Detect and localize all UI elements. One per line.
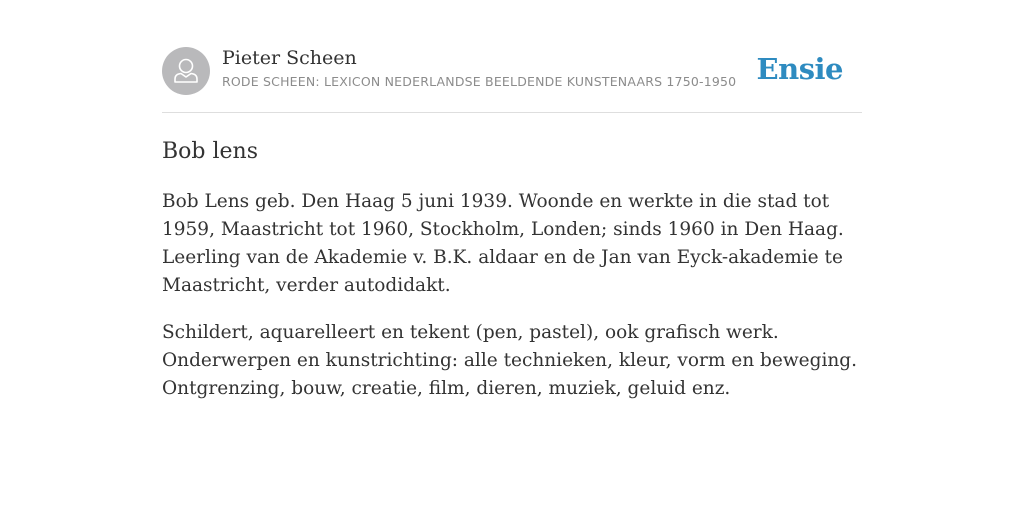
author-name[interactable]: Pieter Scheen [222,47,357,69]
author-avatar[interactable] [162,47,210,95]
article-paragraph: Schildert, aquarelleert en tekent (pen, pastel), ook grafisch werk. Onderwerpen en kunstrichting: alle technieken, kleur, vorm en beweging. Ontgrenzing, bouw, creatie, film, dieren, muziek, geluid enz. [162,322,857,399]
article-paragraph: Bob Lens geb. Den Haag 5 juni 1939. Woonde en werkte in die stad tot 1959, Maastricht tot 1960, Stockholm, Londen; sinds 1960 in Den Haag. Leerling van de Akademie v. B.K. aldaar en de Jan van Eyck-akademie te Maastricht, verder autodidakt. [162,191,844,296]
article [162,136,862,403]
user-icon [162,47,210,95]
source-title[interactable]: RODE SCHEEN: LEXICON NEDERLANDSE BEELDENDE KUNSTENAARS 1750-1950 [222,74,737,89]
article-title: Bob lens [162,139,259,164]
author-header [162,46,862,113]
ensie-logo[interactable]: Ensie [756,52,843,86]
